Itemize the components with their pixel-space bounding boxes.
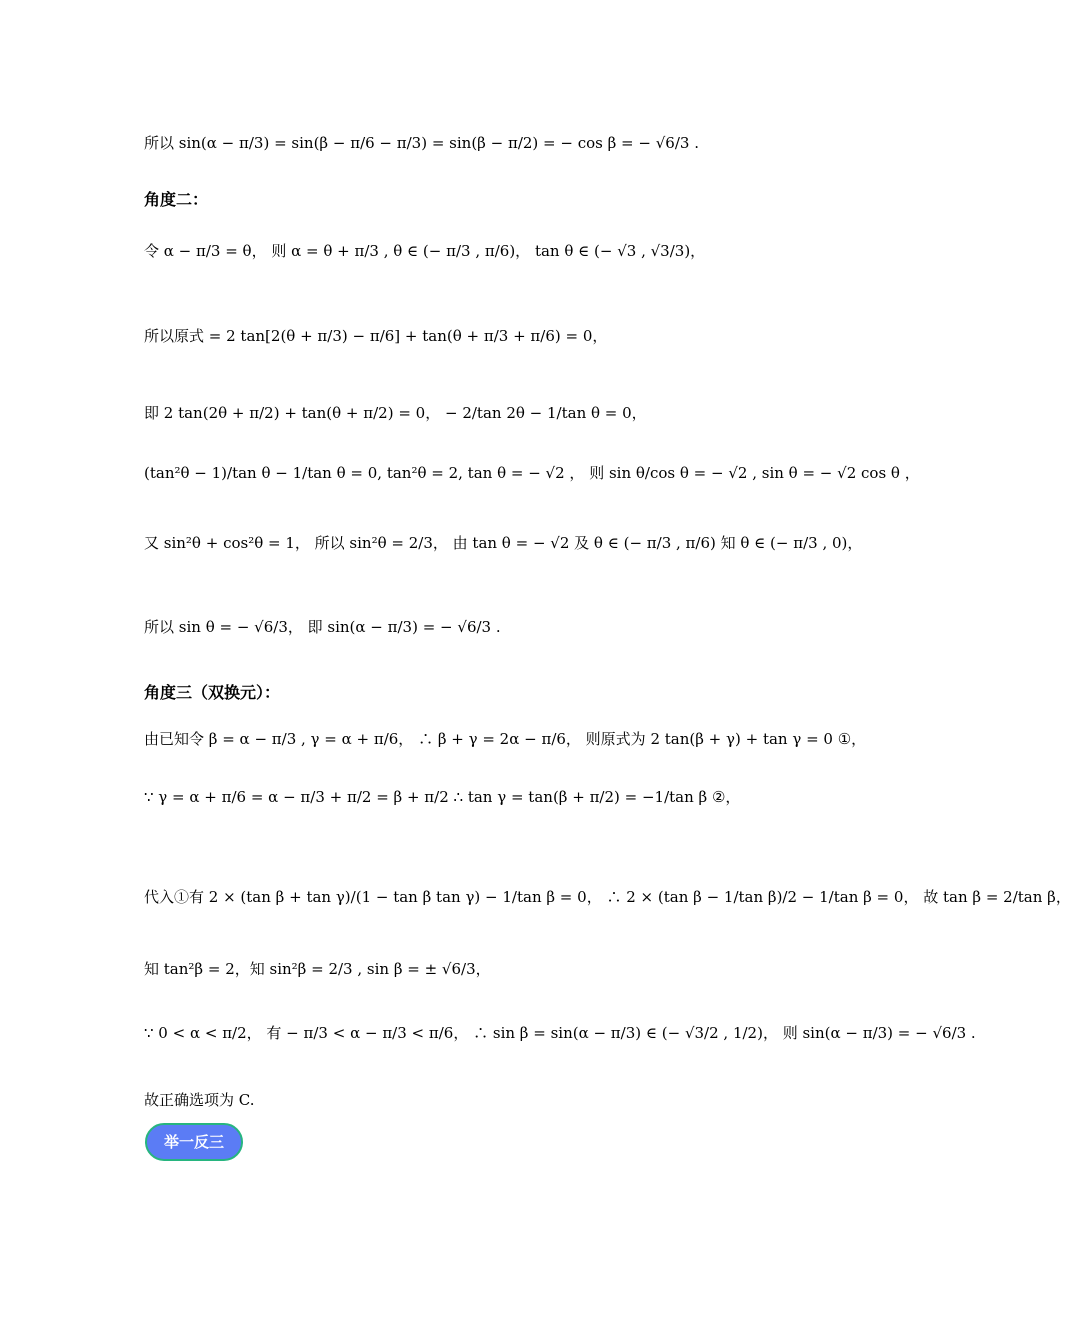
- solution-line: ∵ γ = α + π/6 = α − π/3 + π/2 = β + π/2 ∴ tan γ = tan(β + π/2) = −1/tan β ②，: [144, 788, 741, 806]
- solution-line: (tan²θ − 1)/tan θ − 1/tan θ = 0, tan²θ = 2, tan θ = − √2 ， 则 sin θ/cos θ = − √2 , sin θ = − √2 cos θ ，: [144, 464, 920, 482]
- section-heading: 角度三（双换元）：: [144, 683, 281, 702]
- solution-line: 所以 sin(α − π/3) = sin(β − π/6 − π/3) = sin(β − π/2) = − cos β = − √6/3 .: [144, 134, 699, 152]
- section-heading: 角度二：: [144, 190, 209, 209]
- solution-line: 所以原式 = 2 tan[2(θ + π/3) − π/6] + tan(θ + π/3 + π/6) = 0，: [144, 327, 608, 345]
- solution-line: 令 α − π/3 = θ， 则 α = θ + π/3 , θ ∈ (− π/3 , π/6)， tan θ ∈ (− √3 , √3/3)，: [144, 242, 706, 260]
- solution-line: ∵ 0 < α < π/2， 有 − π/3 < α − π/3 < π/6， ∴ sin β = sin(α − π/3) ∈ (− √3/2 , 1/2)， 则 sin(α − π/3) = − √6/3 .: [144, 1024, 976, 1042]
- solution-line: 所以 sin θ = − √6/3， 即 sin(α − π/3) = − √6/3 .: [144, 618, 501, 636]
- practice-badge[interactable]: 举一反三: [145, 1123, 243, 1161]
- solution-line: 由已知令 β = α − π/3 , γ = α + π/6， ∴ β + γ = 2α − π/6， 则原式为 2 tan(β + γ) + tan γ = 0 ①，: [144, 730, 867, 748]
- solution-line: 知 tan²β = 2，知 sin²β = 2/3 , sin β = ± √6/3，: [144, 960, 491, 978]
- answer-line: 故正确选项为 C.: [144, 1091, 255, 1109]
- solution-line: 代入①有 2 × (tan β + tan γ)/(1 − tan β tan γ) − 1/tan β = 0， ∴ 2 × (tan β − 1/tan β)/2 − 1/tan β = 0， 故 tan β = 2/tan β，: [144, 888, 1071, 906]
- solution-line: 又 sin²θ + cos²θ = 1， 所以 sin²θ = 2/3， 由 tan θ = − √2 及 θ ∈ (− π/3 , π/6) 知 θ ∈ (− π/3 , 0)，: [144, 534, 863, 552]
- solution-line: 即 2 tan(2θ + π/2) + tan(θ + π/2) = 0， − 2/tan 2θ − 1/tan θ = 0，: [144, 404, 647, 422]
